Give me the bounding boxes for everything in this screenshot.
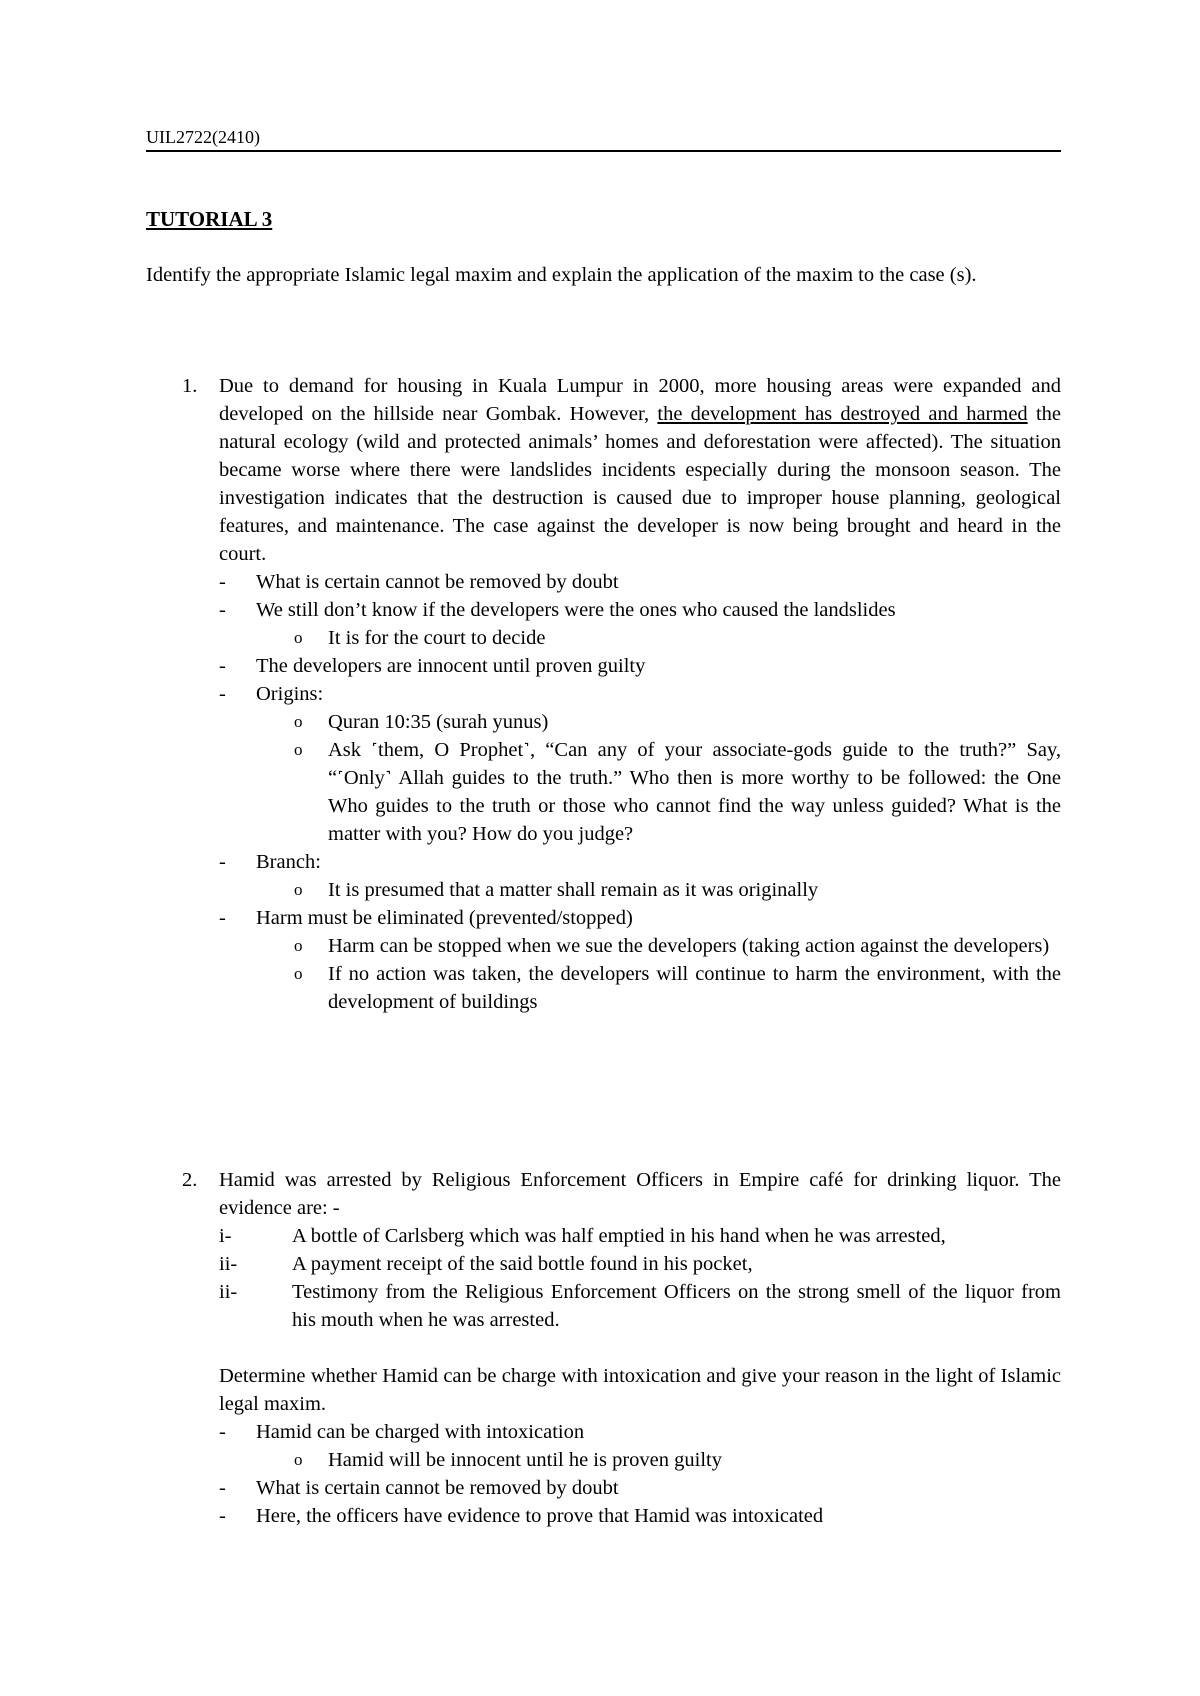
- question-1-note-5: [146, 708, 1061, 736]
- question-1-underlined: the development has destroyed and harmed: [657, 403, 1028, 425]
- question-1-note-text: Branch:: [256, 851, 321, 873]
- evidence-item: [146, 1278, 1061, 1334]
- intro-instruction: Identify the appropriate Islamic legal maxim and explain the application of the maxim to the case (s).: [146, 264, 977, 286]
- question-2-task: Determine whether Hamid can be charge with intoxication and give your reason in the light of Islamic legal maxim.: [219, 1365, 1061, 1415]
- evidence-text: A bottle of Carlsberg which was half emptied in his hand when he was arrested,: [292, 1225, 946, 1247]
- question-1-note-text: If no action was taken, the developers will continue to harm the environment, with the development of buildings: [328, 963, 1061, 1013]
- question-1-note-text: Ask ˹them, O Prophet˺, “Can any of your associate-gods guide to the truth?” Say, “˹Only˺ Allah guides to the truth.” Who then is more worthy to be followed: the One Who guides to the truth or those who cannot find the way unless guided? What is the matter with you? How do you judge?: [328, 739, 1061, 845]
- dash-bullet: -: [219, 683, 226, 705]
- circle-bullet: o: [294, 964, 303, 983]
- question-1-text-before: Due to demand for housing in Kuala Lumpur in 2000, more housing areas were expanded and developed on the hillside near Gombak. However,: [219, 375, 1061, 425]
- circle-bullet: o: [294, 712, 303, 731]
- question-1-text-after: the natural ecology (wild and protected animals’ homes and deforestation were affected). The situation became worse where there were landslides incidents especially during the monsoon season. The investigation indicates that the destruction is caused due to improper house planning, geological features, and maintenance. The case against the developer is now being brought and heard in the court.: [219, 403, 1061, 565]
- question-1-note-text: What is certain cannot be removed by doubt: [256, 571, 619, 593]
- circle-bullet: o: [294, 628, 303, 647]
- question-2-note-0: [146, 1418, 1061, 1446]
- question-2-text: Hamid was arrested by Religious Enforcement Officers in Empire café for drinking liquor. The evidence are: -: [219, 1169, 1061, 1219]
- question-2-evidence: [146, 1222, 1061, 1334]
- evidence-text: Testimony from the Religious Enforcement Officers on the strong smell of the liquor from his mouth when he was arrested.: [292, 1281, 1061, 1331]
- question-1-notes: [146, 568, 1061, 1016]
- dash-bullet: -: [219, 1505, 226, 1527]
- question-1-note-text: We still don’t know if the developers were the ones who caused the landslides: [256, 599, 896, 621]
- question-2-note-text: Hamid can be charged with intoxication: [256, 1421, 585, 1443]
- question-1-note-11: [146, 960, 1061, 1016]
- question-1-note-10: [146, 932, 1061, 960]
- dash-bullet: -: [219, 599, 226, 621]
- evidence-item: [146, 1222, 1061, 1250]
- course-code: UIL2722(2410): [146, 127, 260, 147]
- evidence-item: [146, 1250, 1061, 1278]
- dash-bullet: -: [219, 571, 226, 593]
- question-1-note-text: The developers are innocent until proven guilty: [256, 655, 646, 677]
- question-2-note-1: [146, 1446, 1061, 1474]
- question-2-note-text: Hamid will be innocent until he is proven guilty: [328, 1449, 722, 1471]
- question-1-note-4: [146, 680, 1061, 708]
- page-title: TUTORIAL 3: [146, 207, 273, 231]
- circle-bullet: o: [294, 1450, 303, 1469]
- question-2-note-2: [146, 1474, 1061, 1502]
- dash-bullet: -: [219, 655, 226, 677]
- question-1-note-text: Harm can be stopped when we sue the developers (taking action against the developers): [328, 935, 1050, 957]
- dash-bullet: -: [219, 907, 226, 929]
- dash-bullet: -: [219, 851, 226, 873]
- question-1-note-text: Harm must be eliminated (prevented/stopped): [256, 907, 633, 929]
- question-1-note-text: Origins:: [256, 683, 324, 705]
- question-1-text: [219, 372, 1061, 568]
- dash-bullet: -: [219, 1477, 226, 1499]
- question-2-notes: [146, 1418, 1061, 1530]
- question-1-number: 1.: [182, 375, 198, 397]
- evidence-marker: ii-: [219, 1281, 238, 1303]
- evidence-marker: ii-: [219, 1253, 238, 1275]
- evidence-text: A payment receipt of the said bottle found in his pocket,: [292, 1253, 753, 1275]
- question-2-note-text: Here, the officers have evidence to prove that Hamid was intoxicated: [256, 1505, 824, 1527]
- question-2-row: [146, 1166, 1061, 1222]
- question-1-note-6: [146, 736, 1061, 848]
- question-2: [146, 1166, 1061, 1530]
- question-1-row: [146, 372, 1061, 568]
- question-1-note-9: [146, 904, 1061, 932]
- question-1-note-0: [146, 568, 1061, 596]
- question-1-note-2: [146, 624, 1061, 652]
- circle-bullet: o: [294, 740, 303, 759]
- question-1-note-1: [146, 596, 1061, 624]
- evidence-marker: i-: [219, 1225, 232, 1247]
- question-1-note-text: It is presumed that a matter shall remain as it was originally: [328, 879, 819, 901]
- question-2-note-text: What is certain cannot be removed by doubt: [256, 1477, 619, 1499]
- question-2-note-3: [146, 1502, 1061, 1530]
- question-1-note-text: It is for the court to decide: [328, 627, 546, 649]
- dash-bullet: -: [219, 1421, 226, 1443]
- question-1-note-3: [146, 652, 1061, 680]
- question-2-number: 2.: [182, 1169, 198, 1191]
- question-1-note-8: [146, 876, 1061, 904]
- circle-bullet: o: [294, 936, 303, 955]
- circle-bullet: o: [294, 880, 303, 899]
- question-1-note-text: Quran 10:35 (surah yunus): [328, 711, 549, 733]
- question-1-note-7: [146, 848, 1061, 876]
- question-1: [146, 372, 1061, 1016]
- header-rule: [146, 150, 1061, 152]
